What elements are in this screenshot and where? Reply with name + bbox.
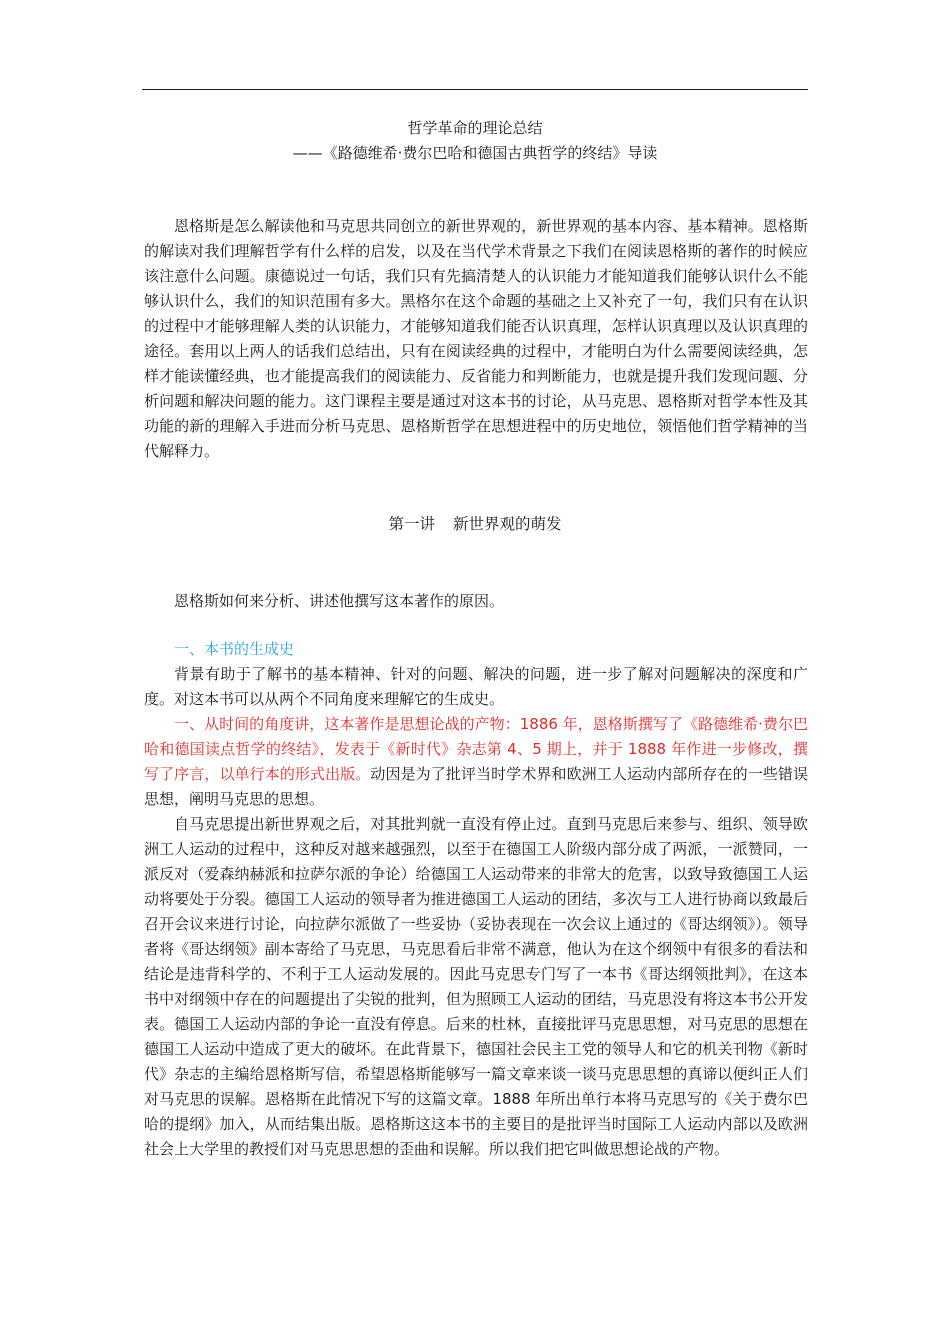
lecture-title: 新世界观的萌发 [453,515,562,533]
time-perspective-paragraph [144,712,808,812]
lecture-heading [142,512,808,537]
lead-paragraph: 恩格斯如何来分析、讲述他撰写这本著作的原因。 [174,592,505,610]
emphasis-red-text: 一、从时间的角度讲，这本著作是思想论战的产物：1886 年，恩格斯撰写了《路德维希·费尔巴哈和德国读点哲学的终结》，发表于《新时代》杂志第 4、5 期上，并于 1888 年作进一步修改，撰写了序言，以单行本的形式出版。 [144,715,808,783]
section-heading: 一、本书的生成史 [174,640,295,658]
motivation-text: 动因是为了批评当时学术界和欧洲工人运动内部所存在的一些错误思想，阐明马克思的思想。 [144,765,808,808]
intro-paragraph: 恩格斯是怎么解读他和马克思共同创立的新世界观的，新世界观的基本内容、基本精神。恩格斯的解读对我们理解哲学有什么样的启发，以及在当代学术背景之下我们在阅读恩格斯的著作的时候应该注意什么问题。康德说过一句话，我们只有先搞清楚人的认识能力才能知道我们能够认识什么不能够认识什么，我们的知识范围有多大。黑格尔在这个命题的基础之上又补充了一句，我们只有在认识的过程中才能够理解人类的认识能力，才能够知道我们能否认识真理，怎样认识真理以及认识真理的途径。套用以上两人的话我们总结出，只有在阅读经典的过程中，才能明白为什么需要阅读经典，怎样才能读懂经典，也才能提高我们的阅读能力、反省能力和判断能力，也就是提升我们发现问题、分析问题和解决问题的能力。这门课程主要是通过对这本书的讨论，从马克思、恩格斯对哲学本性及其功能的新的理解入手进而分析马克思、恩格斯哲学在思想进程中的历史地位，领悟他们哲学精神的当代解释力。 [144,217,808,460]
lecture-number: 第一讲 [388,515,435,533]
title-block [142,116,808,166]
header-rule [142,89,808,90]
lead-section [144,589,808,614]
history-paragraph: 自马克思提出新世界观之后，对其批判就一直没有停止过。直到马克思后来参与、组织、领导欧洲工人运动的过程中，这种反对越来越强烈，以至于在德国工人阶级内部分成了两派，一派赞同，一派反对（爱森纳赫派和拉萨尔派的争论）给德国工人运动带来的非常大的危害，以致导致德国工人运动将要处于分裂。德国工人运动的领导者为推进德国工人运动的团结，多次与工人进行协商以致最后召开会议来进行讨论，向拉萨尔派做了一些妥协（妥协表现在一次会议上通过的《哥达纲领》）。领导者将《哥达纲领》副本寄给了马克思，马克思看后非常不满意，他认为在这个纲领中有很多的看法和结论是违背科学的、不利于工人运动发展的。因此马克思专门写了一本书《哥达纲领批判》，在这本书中对纲领中存在的问题提出了尖锐的批判，但为照顾工人运动的团结，马克思没有将这本书公开发表。德国工人运动内部的争论一直没有停息。后来的杜林，直接批评马克思思想，对马克思的思想在德国工人运动中造成了更大的破坏。在此背景下，德国社会民主工党的领导人和它的机关刊物《新时代》杂志的主编给恩格斯写信，希望恩格斯能够写一篇文章来谈一谈马克思思想的真谛以便纠正人们对马克思的误解。恩格斯在此情况下写的这篇文章。1888 年所出单行本将马克思写的《关于费尔巴哈的提纲》加入，从而结集出版。恩格斯这这本书的主要目的是批评当时国际工人运动内部以及欧洲社会上大学里的教授们对马克思思想的歪曲和误解。所以我们把它叫做思想论战的产物。 [144,815,808,1158]
document-subtitle: ——《路德维希·费尔巴哈和德国古典哲学的终结》导读 [292,144,658,162]
document-title: 哲学革命的理论总结 [407,119,543,137]
background-paragraph: 背景有助于了解书的基本精神、针对的问题、解决的问题，进一步了解对问题解决的深度和广度。对这本书可以从两个不同角度来理解它的生成史。 [144,665,808,708]
intro-section [144,214,808,464]
genesis-section [144,637,808,1162]
